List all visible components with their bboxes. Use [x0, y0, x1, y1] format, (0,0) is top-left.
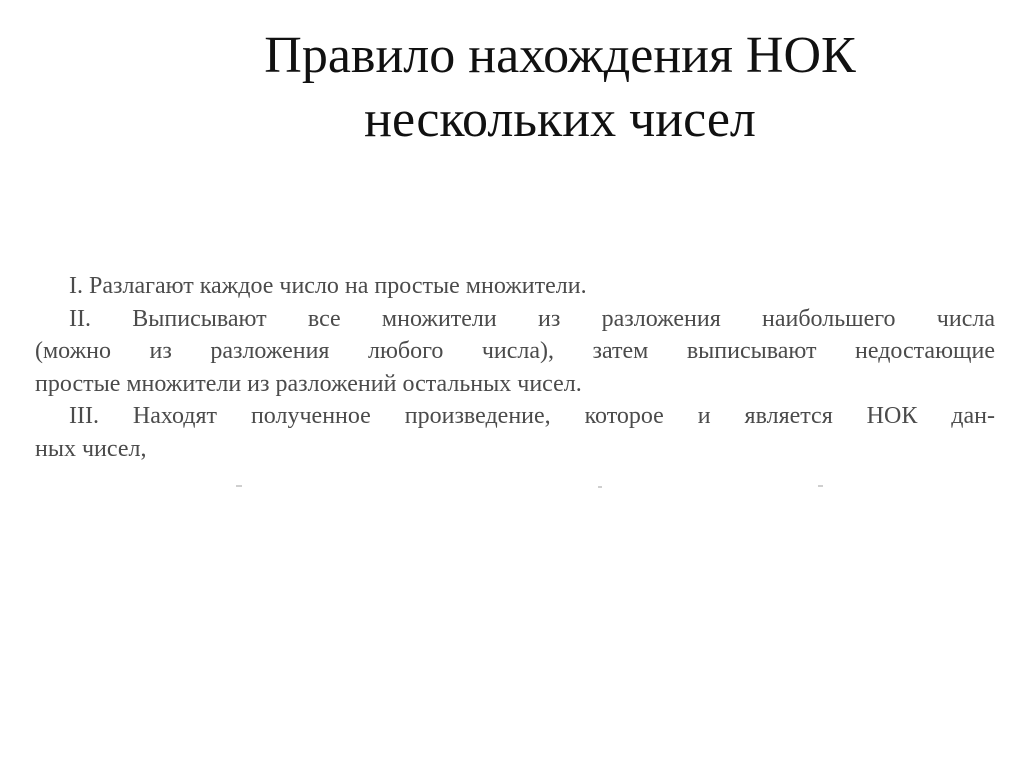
scan-artifact-dot	[598, 486, 602, 488]
rule-step-2-line-2: (можно из разложения любого числа), затем выписывают недостающие	[35, 338, 995, 364]
title-line-2: нескольких чисел	[364, 91, 756, 148]
rule-step-3-line-1: III. Находят полученное произведение, которое и является НОК дан-	[69, 403, 995, 429]
rule-step-2-line-3: простые множители из разложений остальных чисел.	[35, 370, 582, 397]
scan-artifact-dot	[818, 485, 823, 487]
rule-step-3-line-2: ных чисел,	[35, 435, 147, 462]
rule-step-1: I. Разлагают каждое число на простые множители.	[69, 273, 587, 299]
rule-text-block	[35, 270, 995, 465]
title-line-1: Правило нахождения НОК	[264, 27, 856, 84]
slide-title	[150, 24, 970, 152]
rule-step-2-line-1: II. Выписывают все множители из разложения наибольшего числа	[69, 305, 995, 332]
scan-artifact-line	[236, 485, 242, 487]
